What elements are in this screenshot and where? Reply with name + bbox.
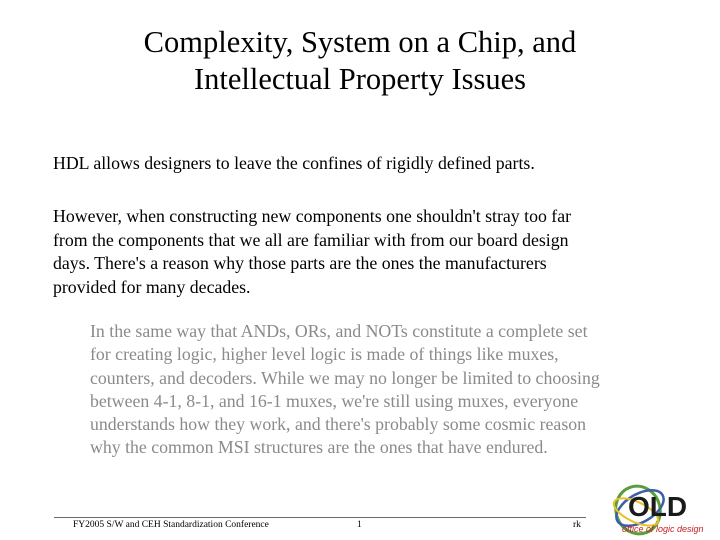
footer-page-number: 1 <box>357 520 362 530</box>
old-logo <box>608 472 720 540</box>
quote-line-1: In the same way that ANDs, ORs, and NOTs constitute a complete set <box>90 321 588 341</box>
logo-letters: OLD <box>628 491 688 522</box>
quote-line-3: counters, and decoders. While we may no longer be limited to choosing <box>90 367 600 388</box>
body-paragraph-2 <box>53 205 653 299</box>
title-line-1: Complexity, System on a Chip, and <box>143 25 577 59</box>
body-paragraph-1 <box>53 152 653 176</box>
paragraph-2-line-2: from the components that we all are familiar with from our board design <box>53 229 569 250</box>
footer-conference-name: FY2005 S/W and CEH Standardization Conference <box>73 520 269 530</box>
paragraph-1-text: HDL allows designers to leave the confines of rigidly defined parts. <box>53 153 535 173</box>
quote-line-2: for creating logic, higher level logic is made of things like muxes, <box>90 344 559 365</box>
indented-quote-paragraph <box>90 320 680 460</box>
logo-tagline: office of logic design <box>622 524 704 534</box>
quote-line-4: between 4-1, 8-1, and 16-1 muxes, we're still using muxes, everyone <box>90 390 579 411</box>
quote-line-5: understands how they work, and there's probably some cosmic reason <box>90 414 587 435</box>
title-line-2: Intellectual Property Issues <box>193 62 526 96</box>
paragraph-2-line-1: However, when constructing new components one shouldn't stray too far <box>53 206 572 226</box>
quote-line-6: why the common MSI structures are the ones that have endured. <box>90 437 548 458</box>
paragraph-2-line-3: days. There's a reason why those parts are the ones the manufacturers <box>53 253 547 273</box>
footer-author-initials: rk <box>573 520 581 530</box>
footer-divider <box>54 517 586 518</box>
slide-title <box>40 24 680 98</box>
paragraph-2-line-4: provided for many decades. <box>53 276 251 297</box>
